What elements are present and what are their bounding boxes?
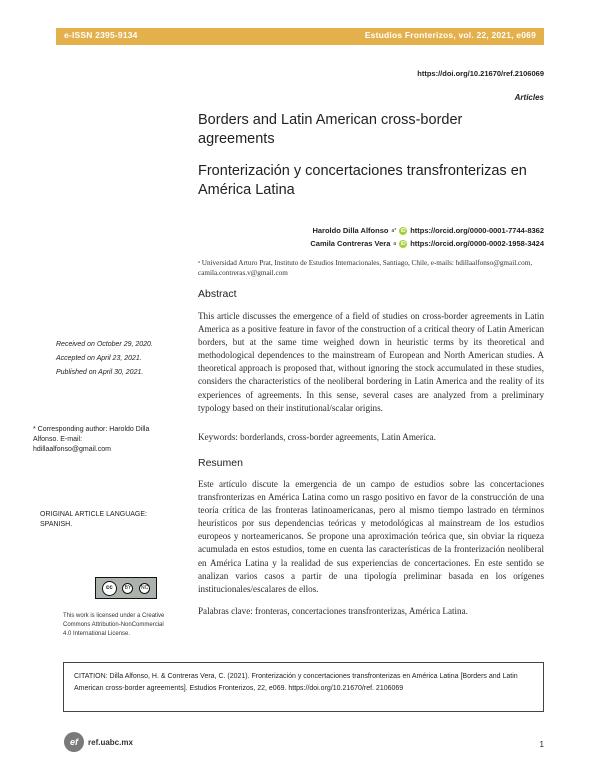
author-mark: a — [393, 240, 397, 247]
attribution-icon: BY — [122, 583, 133, 594]
affiliation: ᵃ Universidad Arturo Prat, Instituto de Estudios Internacionales, Santiago, Chile, e-mails: hdillaalfonso@gmail.com, camila.contreras.v@gmail.com — [198, 259, 533, 277]
article-dates — [56, 338, 176, 380]
author-1 — [312, 226, 544, 235]
abstract-text: This article discusses the emergence of a field of studies on cross-border agreements in Latin America as a positive feature in favor of the construction of a critical theory of Latin American borders, but at the same time weighed down in heuristic terms by its theoretical and methodological dependences to the mainstream of European and North American studies. A theoretical approach is proposed that, without ignoring the stock accumulated in these studies, considers the characteristics of the neoliberal bordering in Latin America and the reality of its experiences of agreements. In this sense, several cases are analyzed from a preliminary typology based on their institutional/scalar origins. — [198, 311, 544, 413]
original-language: ORIGINAL ARTICLE LANGUAGE: SPANISH. — [40, 511, 147, 528]
doi-link[interactable]: https://doi.org/10.21670/ref.2106069 — [417, 69, 544, 78]
author-mark: a* — [391, 227, 397, 234]
journal-citation: Estudios Fronterizos, vol. 22, 2021, e069 — [364, 30, 536, 40]
abstract-heading: Abstract — [198, 288, 237, 300]
author-2 — [310, 239, 544, 248]
page-number: 1 — [539, 740, 544, 749]
received-date: Received on October 29, 2020. — [56, 341, 153, 348]
site-url[interactable]: ref.uabc.mx — [88, 737, 133, 747]
corresponding-author: * Corresponding author: Haroldo Dilla Alfonso. E-mail: hdillaalfonso@gmail.com — [33, 426, 150, 453]
resumen-text: Este artículo discute la emergencia de un campo de estudios sobre las concertaciones transfronterizas en América Latina como un rasgo positivo en favor de la construcción de una teoría crítica de las fronteras latinoamericanas, pero al mismo tiempo lastrado en términos heurísticos por sus dependencias teóricas y metodológicas al mainstream de los estudios europeos y norteamericanos. Se propone una aproximación teórica que, sin obviar la riqueza acumulada en estos estudios, tome en cuenta las características de la fronterización neoliberal en América Latina y la realidad de sus experiencias de concertaciones. En este sentido se analizan varios casos a partir de una tipología preliminar basada en los orígenes institucionales/escalares de ellos. — [198, 479, 544, 594]
noncommercial-icon: NC — [139, 583, 150, 594]
orcid-icon: iD — [400, 240, 406, 247]
author-name: Camila Contreras Vera — [310, 239, 391, 248]
author-name: Haroldo Dilla Alfonso — [312, 226, 389, 235]
resumen-keywords: Palabras clave: fronteras, concertaciones transfronterizas, América Latina. — [198, 606, 468, 616]
orcid-link[interactable]: https://orcid.org/0000-0001-7744-8362 — [410, 226, 544, 235]
section-label: Articles — [514, 93, 544, 102]
cc-license-badge[interactable] — [95, 577, 157, 599]
accepted-date: Accepted on April 23, 2021. — [56, 355, 142, 362]
orcid-link[interactable]: https://orcid.org/0000-0002-1958-3424 — [410, 239, 544, 248]
creative-commons-icon: cc — [102, 581, 117, 596]
title-spanish: Fronterización y concertaciones transfronterizas en América Latina — [198, 163, 527, 198]
abstract-keywords: Keywords: borderlands, cross-border agreements, Latin America. — [198, 432, 436, 442]
orcid-icon: iD — [400, 227, 406, 234]
license-text: This work is licensed under a Creative Commons Attribution-NonCommercial 4.0 International License. — [63, 613, 165, 637]
resumen-heading: Resumen — [198, 457, 243, 469]
ef-logo-icon: ef — [64, 732, 84, 752]
title-english: Borders and Latin American cross-border agreements — [198, 112, 463, 147]
journal-header-bar — [56, 28, 544, 45]
citation-box: CITATION: Dilla Alfonso, H. & Contreras Vera, C. (2021). Fronterización y concertaciones transfronterizas en América Latina [Borders and Latin American cross-border agreements]. Estudios Fronterizos, 22, e069. https://doi.org/10.21670/ref. 2106069 — [63, 662, 544, 712]
published-date: Published on April 30, 2021. — [56, 369, 144, 376]
footer-logo[interactable] — [64, 732, 133, 752]
issn: e-ISSN 2395-9134 — [64, 30, 138, 40]
